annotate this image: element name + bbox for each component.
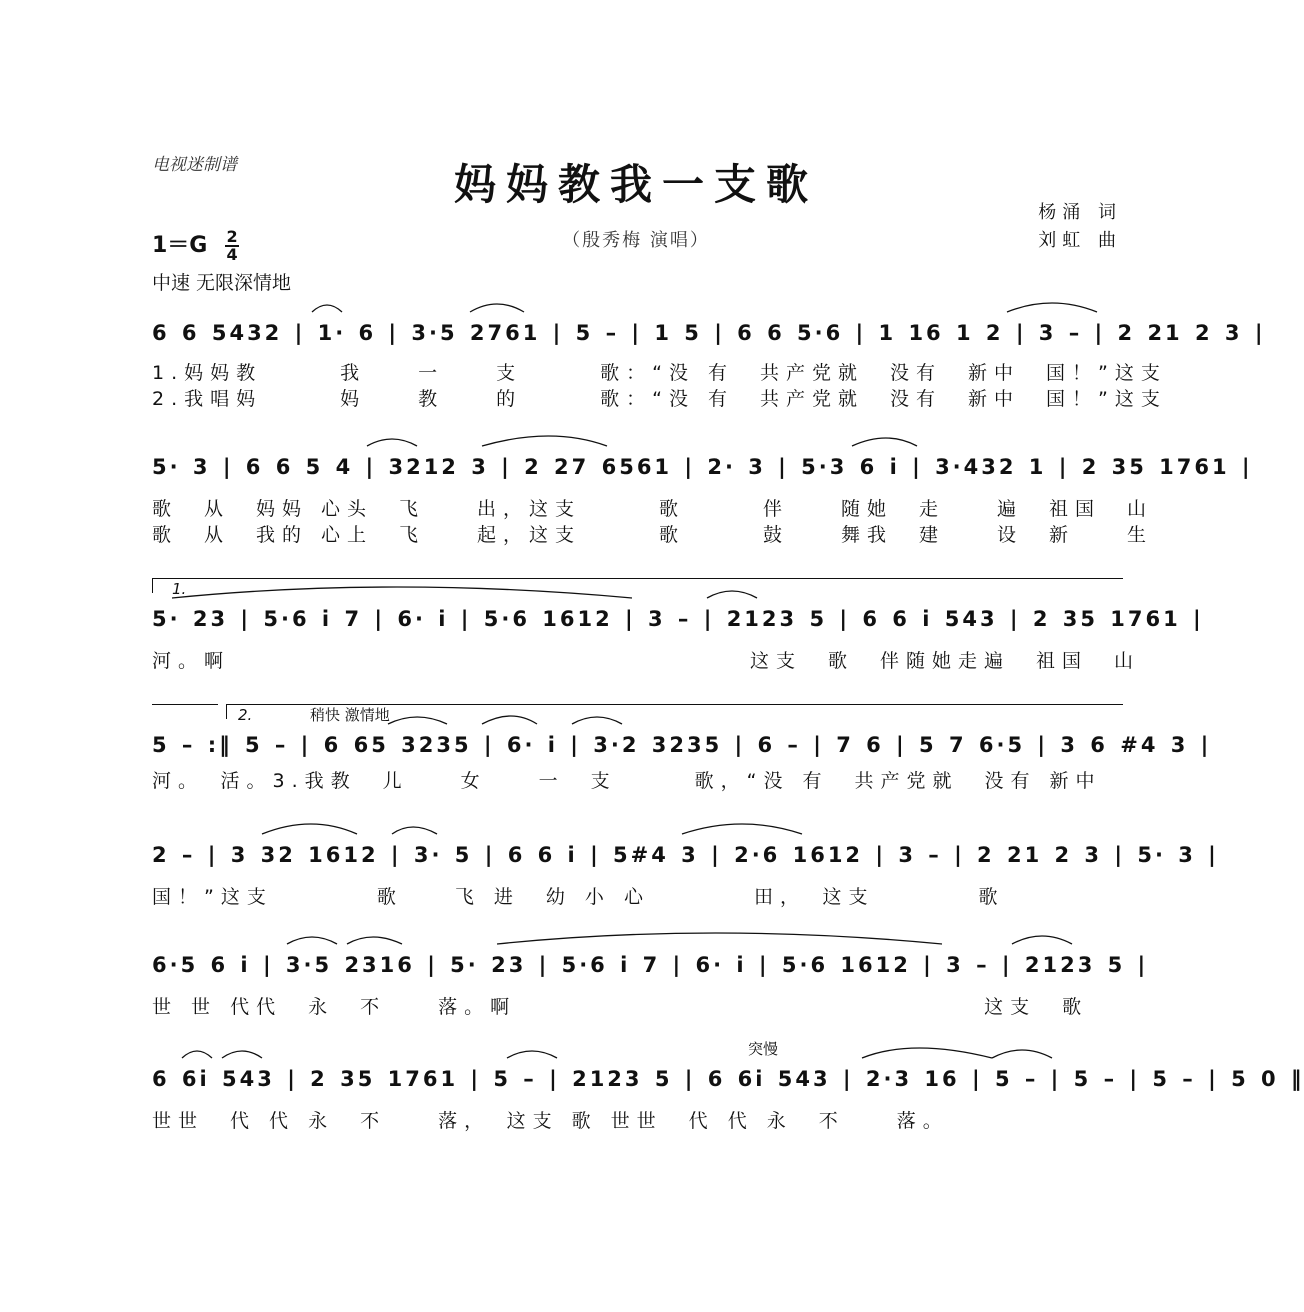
time-signature — [225, 227, 239, 264]
tempo-change: 稍快 激情地 — [310, 706, 390, 724]
lyrics-line: 河。啊 这支 歌 伴随她走遍 祖国 山 — [152, 650, 1141, 672]
composer-credit: 刘虹 曲 — [1038, 230, 1122, 251]
lyricist-credit: 杨涌 词 — [1038, 202, 1122, 223]
notation-line: 5· 23 | 5·6 i 7 | 6· i | 5·6 1612 | 3 – | 2123 5 | 6 6 i 543 | 2 35 1761 | — [152, 607, 1204, 631]
volta-label-2: 2. — [238, 706, 253, 724]
slurs — [152, 708, 1124, 728]
notation-line: 2 – | 3 32 1612 | 3· 5 | 6 6 i | 5#4 3 | 2·6 1612 | 3 – | 2 21 2 3 | 5· 3 | — [152, 843, 1219, 867]
lyrics-line: 河。 活。3.我教 儿 女 一 支 歌，“没 有 共产党就 没有 新中 — [152, 770, 1102, 792]
slurs — [152, 430, 1124, 450]
slurs — [152, 1042, 1124, 1062]
lyrics-verse-2: 歌 从 我的 心上 飞 起，这支 歌 鼓 舞我 建 设 新 生 — [152, 524, 1154, 546]
lyrics-verse-1: 歌 从 妈妈 心头 飞 出，这支 歌 伴 随她 走 遍 祖国 山 — [152, 498, 1154, 520]
slurs — [152, 296, 1124, 316]
slurs — [152, 928, 1124, 948]
notation-line: 6·5 6 i | 3·5 2316 | 5· 23 | 5·6 i 7 | 6· i | 5·6 1612 | 3 – | 2123 5 | — [152, 953, 1149, 977]
key-signature — [152, 228, 239, 262]
lyrics-verse-2: 2.我唱妈 妈 教 的 歌：“没 有 共产党就 没有 新中 国！”这支 — [152, 388, 1167, 410]
notation-line: 6 6i 543 | 2 35 1761 | 5 – | 2123 5 | 6 6i 543 | 2·3 16 | 5 – | 5 – | 5 – | 5 0 ‖ — [152, 1067, 1304, 1091]
notation-line: 6 6 5432 | 1· 6 | 3·5 2761 | 5 – | 1 5 | 6 6 5·6 | 1 16 1 2 | 3 – | 2 21 2 3 | — [152, 321, 1266, 345]
slurs — [152, 818, 1124, 838]
lyrics-line: 世世 代 代 永 不 落， 这支 歌 世世 代 代 永 不 落。 — [152, 1110, 949, 1132]
time-sig-bottom: 4 — [226, 245, 238, 264]
notation-line: 5 – :‖ 5 – | 6 65 3235 | 6· i | 3·2 3235 | 6 – | 7 6 | 5 7 6·5 | 3 6 #4 3 | — [152, 733, 1212, 757]
volta-label-1: 1. — [172, 580, 187, 598]
slurs — [152, 582, 1124, 602]
time-sig-top: 2 — [226, 227, 238, 246]
lyrics-line: 国！”这支 歌 飞 进 幼 小 心 田， 这支 歌 — [152, 886, 1005, 908]
lyrics-line: 世 世 代代 永 不 落。啊 这支 歌 — [152, 996, 1089, 1018]
tempo-marking: 中速 无限深情地 — [152, 272, 292, 294]
notation-line: 5· 3 | 6 6 5 4 | 3212 3 | 2 27 6561 | 2· 3 | 5·3 6 i | 3·432 1 | 2 35 1761 | — [152, 455, 1253, 479]
ritardando-mark: 突慢 — [748, 1040, 779, 1058]
performer-line: （殷秀梅 演唱） — [562, 230, 710, 251]
song-title: 妈妈教我一支歌 — [453, 160, 818, 209]
credit-text: 电视迷制谱 — [152, 155, 237, 175]
lyrics-verse-1: 1.妈妈教 我 一 支 歌：“没 有 共产党就 没有 新中 国！”这支 — [152, 362, 1167, 384]
key-label: 1＝G — [152, 233, 208, 258]
